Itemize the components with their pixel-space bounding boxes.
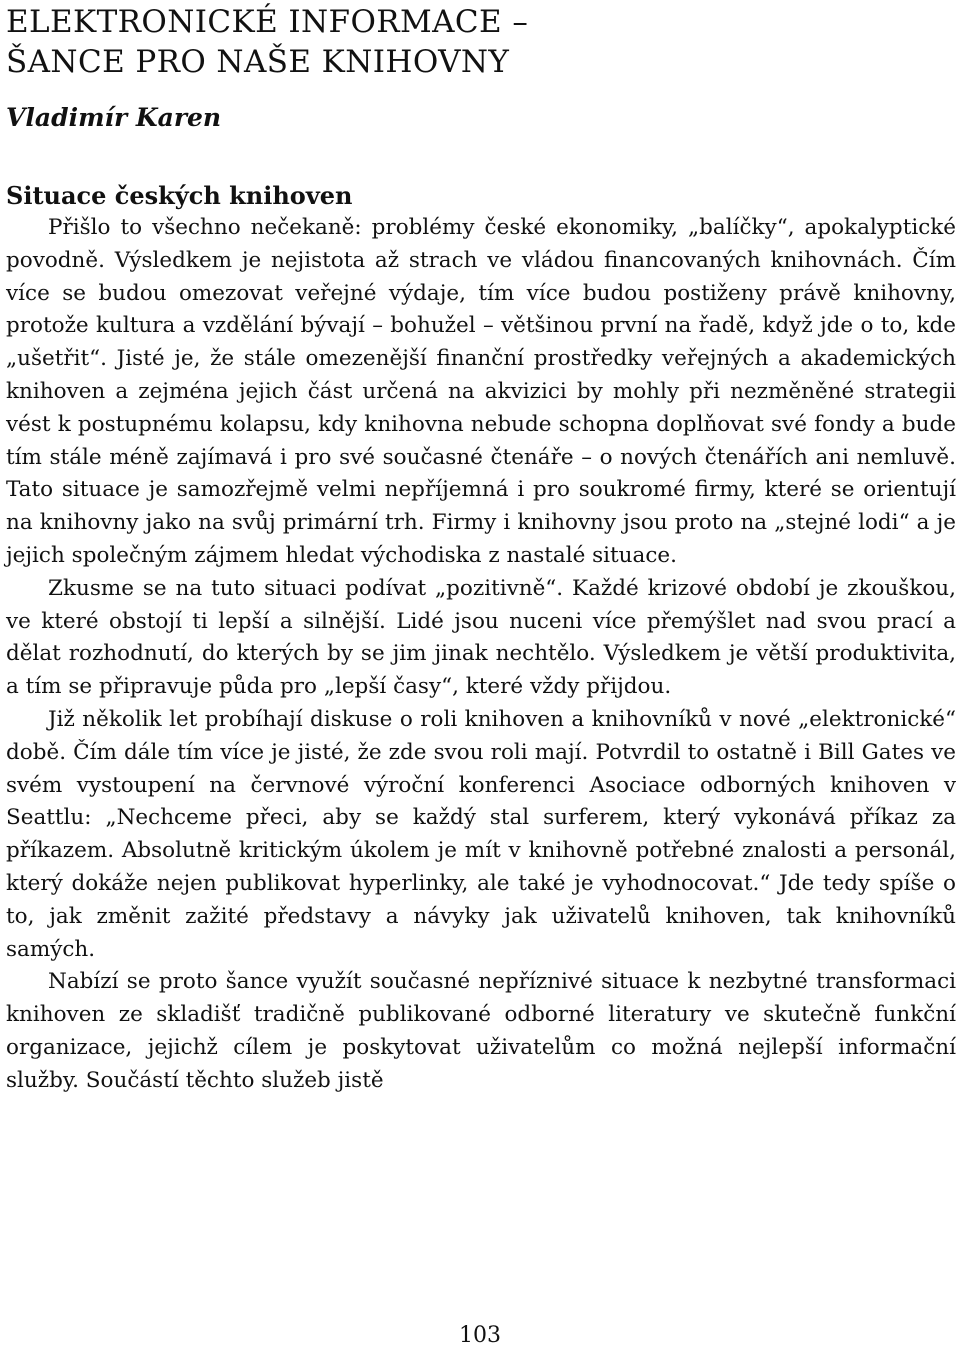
article-title-line-1: ELEKTRONICKÉ INFORMACE – xyxy=(6,4,529,40)
article-body xyxy=(6,212,956,1098)
page-number: 103 xyxy=(459,1323,501,1348)
document-page xyxy=(6,0,956,1356)
paragraph-4: Nabízí se proto šance využít současné nepříznivé situace k nezbytné transformaci knihoven ze skladišť tradičně publikované odborné literatury ve skutečně funkční organizace, jejichž cílem je poskytovat uživatelům co možná nejlepší informační služby. Součástí těchto služeb jistě xyxy=(6,969,956,1093)
article-title xyxy=(6,0,956,82)
paragraph-3: Již několik let probíhají diskuse o roli knihoven a knihovníků v nové „elektronické“ době. Čím dále tím více je jisté, že zde svou roli mají. Potvrdil to ostatně i Bill Gates ve svém vystoupení na červnové výroční konferenci Asociace odborných knihoven v Seattlu: „Nechceme přeci, aby se každý stal surferem, který vykonává příkaz za příkazem. Absolutně kritickým úkolem je mít v knihovně potřebné znalosti a personál, který dokáže nejen publikovat hyperlinky, ale také je vyhodnocovat.“ Jde tedy spíše o to, jak změnit zažité představy a návyky jak uživatelů knihoven, tak knihovníků samých. xyxy=(6,706,956,962)
section-heading: Situace českých knihoven xyxy=(6,181,353,210)
paragraph-1: Přišlo to všechno nečekaně: problémy české ekonomiky, „balíčky“, apokalyptické povodně. Výsledkem je nejistota až strach ve vládou financovaných knihovnách. Čím více se budou omezovat veřejné výdaje, tím více budou postiženy právě knihovny, protože kultura a vzdělání bývají – bohužel – většinou první na řadě, když jde o to, kde „ušetřit“. Jisté je, že stále omezenější finanční prostředky veřejných a akademických knihoven a zejména jejich část určená na akvizici by mohly při nezměněné strategii vést k postupnému kolapsu, kdy knihovna nebude schopna doplňovat své fondy a bude tím stále méně zajímavá i pro své současné čtenáře – o nových čtenářích ani nemluvě. Tato situace je samozřejmě velmi nepříjemná i pro soukromé firmy, které se orientují na knihovny jako na svůj primární trh. Firmy i knihovny jsou proto na „stejné lodi“ a je jejich společným zájmem hledat východiska z nastalé situace. xyxy=(6,215,956,568)
article-author: Vladimír Karen xyxy=(6,103,222,132)
article-title-line-2: ŠANCE PRO NAŠE KNIHOVNY xyxy=(6,44,510,80)
paragraph-2: Zkusme se na tuto situaci podívat „pozitivně“. Každé krizové období je zkouškou, ve které obstojí ti lepší a silnější. Lidé jsou nuceni více přemýšlet nad svou prací a dělat rozhodnutí, do kterých by se jim jinak nechtělo. Výsledkem je větší produktivita, a tím se připravuje půda pro „lepší časy“, které vždy přijdou. xyxy=(6,575,956,700)
